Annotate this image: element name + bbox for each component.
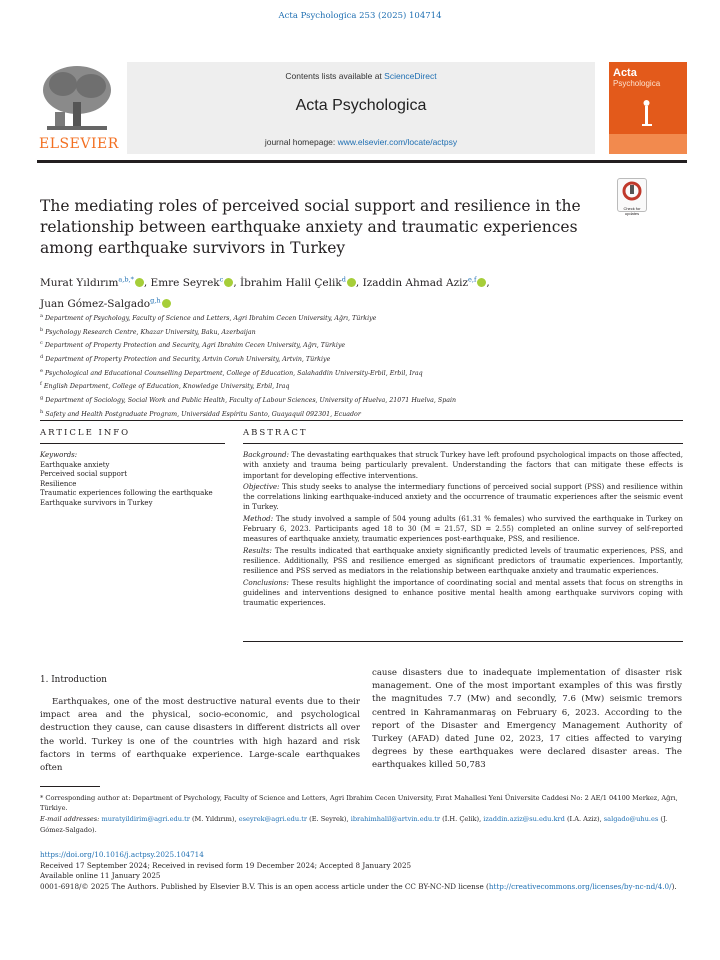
affiliation-list — [40, 311, 680, 421]
contents-prefix: Contents lists available at — [285, 71, 385, 81]
homepage-prefix: journal homepage: — [264, 137, 338, 147]
abstract-heading: ABSTRACT — [243, 428, 308, 438]
orcid-icon[interactable] — [135, 278, 144, 287]
email-link[interactable]: eseyrek@agri.edu.tr — [238, 815, 308, 824]
keyword: Traumatic experiences following the earthquake — [40, 489, 213, 498]
abstract-paragraph: Method: The study involved a sample of 504 young adults (61.31 % females) who survived the earthquake in Turkey on February 6, 2023. Participants aged 18 to 30 (M = 21.57, SD = 2.55) completed an online survey of self-reported measures of earthquake anxiety, traumatic experiences post-earthquake, PSS, and resilience. — [243, 513, 683, 544]
journal-homepage-link[interactable]: www.elsevier.com/locate/actpsy — [337, 137, 458, 147]
author-list: Murat Yıldırım$^{a,b,*}$ , Emre Seyrek$^c$ , İbrahim Halil Çelik$^d$ , Izaddin Ahmad Aziz$^{e,f}$ , Juan Gómez-Salgado$^{g,h}$ — [40, 275, 490, 310]
contents-line — [127, 71, 595, 81]
keywords-label: Keywords: — [40, 451, 78, 459]
publication-info — [40, 850, 685, 892]
abstract-paragraph: Results: The results indicated that earthquake anxiety significantly predicted levels of traumatic experiences, PSS, and resilience. Additionally, PSS and resilience emerged as significant predictors of traumatic experiences. Importantly, resilience and PSS served as mediators in the relationship between earthquake anxiety and traumatic experiences. — [243, 545, 683, 576]
affiliation: $^a$ Department of Psychology, Faculty of Science and Letters, Agri Ibrahim Cecen University, Ağrı, Türkiye — [40, 313, 377, 323]
affiliation: $^g$ Department of Sociology, Social Work and Public Health, Faculty of Labour Sciences, University of Huelva, 21071 Huelva, Spain — [40, 395, 457, 405]
section-rule — [40, 420, 683, 421]
elsevier-wordmark: ELSEVIER — [39, 136, 119, 152]
available-online: Available online 11 January 2025 — [40, 871, 161, 881]
author[interactable]: İbrahim Halil Çelik$^d$ — [240, 277, 356, 289]
footnote-rule — [40, 786, 100, 787]
affiliation: $^d$ Department of Property Protection and Security, Artvin Coruh University, Artvin, Türkiye — [40, 354, 331, 364]
orcid-icon[interactable] — [347, 278, 356, 287]
affiliation: $^c$ Department of Property Protection and Security, Agri Ibrahim Cecen University, Ağrı, Türkiye — [40, 340, 346, 350]
affiliation: $^h$ Safety and Health Postgraduate Program, Universidad Espíritu Santo, Guayaquil 092301, Ecuador — [40, 408, 361, 418]
journal-masthead — [37, 62, 687, 158]
intro-paragraph: Earthquakes, one of the most destructive natural events due to their impact area and the physical, socio-economic, and psychological destruction they cause, can cause disasters in different districts all over the world. Turkey is one of the countries with high hazard and risk factors in terms of earthquake experience. Large-scale earthquakes often — [40, 697, 360, 774]
cover-figure-icon — [609, 62, 687, 154]
email-link[interactable]: ibrahimhalil@artvin.edu.tr — [350, 815, 441, 824]
orcid-icon[interactable] — [162, 299, 171, 308]
journal-cover-thumbnail — [609, 62, 687, 154]
check-updates-label: Check for updates — [623, 206, 641, 216]
license-statement: 0001-6918/© 2025 The Authors. Published by Elsevier B.V. This is an open access article under the CC BY-NC-ND license (http://creativecommons.org/licenses/by-nc-nd/4.0/). — [40, 881, 677, 891]
email-addresses: E-mail addresses: muratyildirim@agri.edu.tr (M. Yıldırım), eseyrek@agri.edu.tr (E. Seyrek), ibrahimhalil@artvin.edu.tr (İ.H. Çelik), izaddin.aziz@su.edu.krd (I.A. Aziz), salgado@uhu.es (J. Gómez-Salgado). — [40, 815, 668, 834]
keyword: Resilience — [40, 479, 77, 488]
author[interactable]: Juan Gómez-Salgado$^{g,h}$ — [40, 298, 171, 310]
orcid-icon[interactable] — [477, 278, 486, 287]
affiliation: $^b$ Psychology Research Centre, Khazar University, Baku, Azerbaijan — [40, 326, 256, 336]
abstract-rule — [243, 443, 683, 444]
affiliation: $^e$ Psychological and Educational Counselling Department, College of Education, Salahaddin University-Erbil, Erbil, Iraq — [40, 367, 423, 377]
license-link[interactable]: http://creativecommons.org/licenses/by-nc-nd/4.0/ — [488, 881, 672, 891]
article-info-rule — [40, 443, 225, 444]
abstract-paragraph: Conclusions: These results highlight the importance of coordinating social and mental assets that focus on strengths in guidelines and interventions designed to enhance positive mental health among earthquake survivors coping with traumatic experiences. — [243, 577, 683, 608]
intro-left-column — [40, 696, 360, 775]
keyword: Earthquake anxiety — [40, 460, 110, 469]
email-link[interactable]: izaddin.aziz@su.edu.krd — [483, 815, 565, 824]
cover-subtitle: Psychologica — [613, 79, 661, 88]
author[interactable]: Emre Seyrek$^c$ — [151, 277, 234, 289]
email-link[interactable]: salgado@uhu.es — [603, 815, 659, 824]
homepage-line — [127, 137, 595, 147]
keywords-list — [40, 451, 225, 509]
orcid-icon[interactable] — [224, 278, 233, 287]
author[interactable]: Murat Yıldırım$^{a,b,*}$ — [40, 277, 144, 289]
intro-paragraph: cause disasters due to inadequate implementation of disaster risk management. One of the most important examples of this was firstly the magnitudes 7.7 (Mw) and secondly, 7.6 (Mw) seismic tremors centred in Kahramanmaraş on February 6, 2023. According to the report of the Disaster and Emergency Management Authority of Turkey (AFAD) dated June 02, 2023, 17 cities affected to varying degrees by these earthquakes were declared disaster areas. The earthquakes killed 50,783 — [372, 668, 682, 771]
abstract-paragraph: Background: The devastating earthquakes that struck Turkey have left profound psychological impacts on those affected, with anxiety and trauma being particularly prevalent. Understanding the factors that can mitigate these effects is important for developing effective interventions. — [243, 450, 683, 480]
doi-link[interactable]: https://doi.org/10.1016/j.actpsy.2025.104714 — [40, 850, 204, 859]
cover-title: Acta — [613, 67, 637, 79]
keyword: Perceived social support — [40, 470, 128, 479]
abstract-bottom-rule — [243, 641, 683, 642]
affiliation: $^f$ English Department, College of Education, Knowledge University, Erbil, Iraq — [40, 381, 290, 391]
author[interactable]: Izaddin Ahmad Aziz$^{e,f}$ — [363, 277, 487, 289]
received-dates: Received 17 September 2024; Received in revised form 19 December 2024; Accepted 8 January 2025 — [40, 860, 412, 870]
intro-right-column — [372, 667, 682, 773]
check-for-updates-button[interactable] — [617, 178, 647, 216]
journal-name: Acta Psychologica — [295, 97, 427, 114]
sciencedirect-link[interactable]: ScienceDirect — [384, 71, 437, 81]
masthead-rule — [37, 160, 687, 163]
footnotes — [40, 793, 685, 836]
abstract-paragraph: Objective: This study seeks to analyse the intermediary functions of perceived social support (PSS) and resilience within the correlations linking earthquake-induced anxiety and the occurrence of traumatic experiences after the seismic event in Turkey. — [243, 481, 683, 512]
email-link[interactable]: muratyildirim@agri.edu.tr — [101, 815, 190, 824]
keyword: Earthquake survivors in Turkey — [40, 498, 153, 507]
abstract-body — [243, 450, 683, 609]
corresponding-author-note: * Corresponding author at: Department of Psychology, Faculty of Science and Letters, Agri Ibrahim Cecen University, Fırat Mahallesi Yeni Üniversite Caddesi No: 2 AE/1 04100 Merkez, Ağrı, Türkiye. — [40, 794, 678, 813]
introduction-heading: 1. Introduction — [40, 675, 107, 685]
article-info-heading: ARTICLE INFO — [40, 428, 131, 438]
journal-banner — [127, 62, 595, 154]
journal-citation[interactable]: Acta Psychologica 253 (2025) 104714 — [278, 11, 442, 21]
check-updates-icon — [622, 181, 642, 201]
article-title: The mediating roles of perceived social support and resilience in the relationship between earthquake anxiety and traumatic experiences among earthquake survivors in Turkey — [40, 197, 581, 257]
